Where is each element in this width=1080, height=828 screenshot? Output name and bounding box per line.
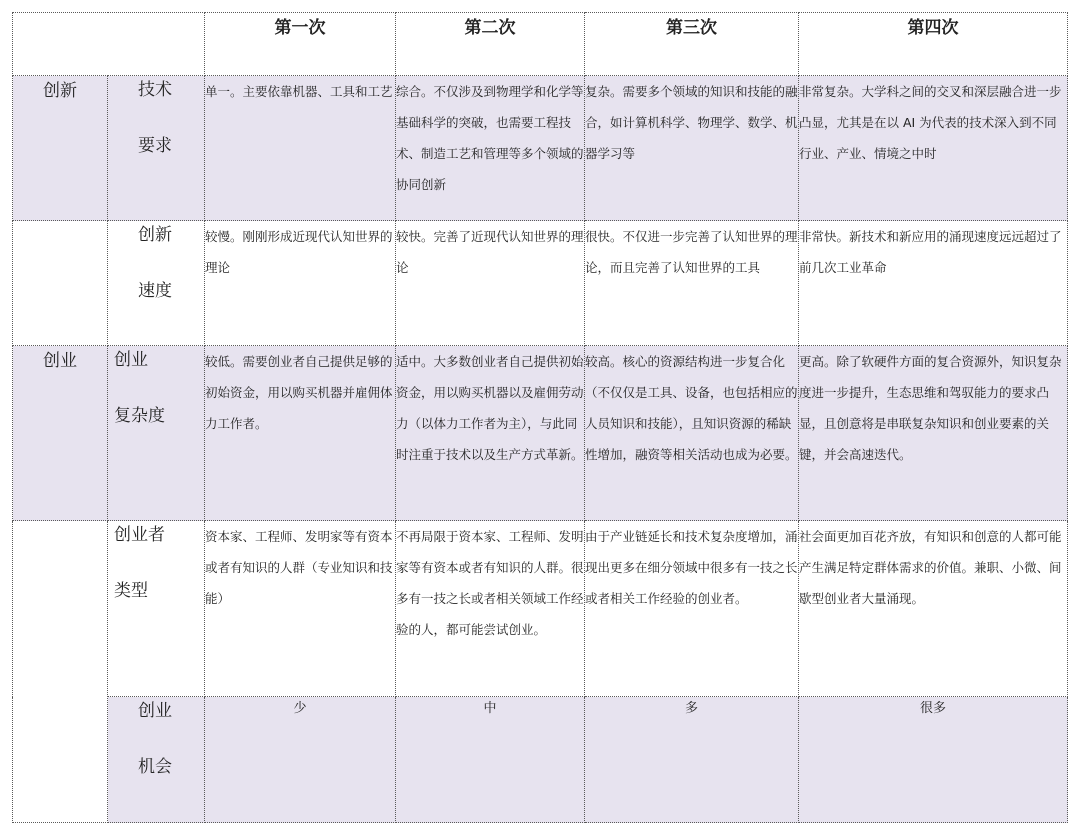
category-cell	[13, 221, 108, 346]
table-row	[13, 221, 1068, 346]
table-cell: 不再局限于资本家、工程师、发明家等有资本或者有知识的人群。很多有一技之长或者相关领域工作经验的人，都可能尝试创业。	[396, 521, 585, 697]
table-cell: 较快。完善了近现代认知世界的理论	[396, 221, 585, 346]
subcategory-line: 速度	[138, 281, 172, 301]
table-cell: 更高。除了软硬件方面的复合资源外，知识复杂度进一步提升，生态思维和驾驭能力的要求凸显，且创意将是串联复杂知识和创业要素的关键，并会高速迭代。	[799, 346, 1068, 521]
subcategory-cell	[108, 76, 205, 221]
subcategory-cell	[108, 221, 205, 346]
table-cell: 适中。大多数创业者自己提供初始资金，用以购买机器以及雇佣劳动力（以体力工作者为主），与此同时注重于技术以及生产方式革新。	[396, 346, 585, 521]
table-cell: 很快。不仅进一步完善了认知世界的理论，而且完善了认知世界的工具	[585, 221, 799, 346]
column-header: 第一次	[205, 13, 396, 76]
column-header: 第三次	[585, 13, 799, 76]
table-cell: 较慢。刚刚形成近现代认知世界的理论	[205, 221, 396, 346]
column-header: 第二次	[396, 13, 585, 76]
corner-cell	[13, 13, 205, 76]
subcategory-line: 类型	[114, 581, 148, 601]
category-cell: 创新	[13, 76, 108, 221]
category-cell: 创业	[13, 346, 108, 521]
subcategory-line: 技术	[138, 80, 172, 100]
table-cell: 较低。需要创业者自己提供足够的初始资金，用以购买机器并雇佣体力工作者。	[205, 346, 396, 521]
subcategory-line: 要求	[138, 136, 172, 156]
table-cell: 由于产业链延长和技术复杂度增加，涌现出更多在细分领域中很多有一技之长或者相关工作经验的创业者。	[585, 521, 799, 697]
table-row	[13, 76, 1068, 221]
subcategory-cell	[108, 346, 205, 521]
table-cell: 少	[205, 697, 396, 823]
subcategory-cell	[108, 521, 205, 697]
subcategory-line: 创新	[138, 225, 172, 245]
table-cell: 很多	[799, 697, 1068, 823]
table-cell: 非常快。新技术和新应用的涌现速度远远超过了前几次工业革命	[799, 221, 1068, 346]
subcategory-line: 机会	[138, 757, 172, 777]
table-row	[13, 346, 1068, 521]
table-cell: 复杂。需要多个领域的知识和技能的融合，如计算机科学、物理学、数学、机器学习等	[585, 76, 799, 221]
subcategory-line: 复杂度	[114, 406, 165, 426]
header-row	[13, 13, 1068, 76]
table-cell: 资本家、工程师、发明家等有资本或者有知识的人群（专业知识和技能）	[205, 521, 396, 697]
table-cell: 综合。不仅涉及到物理学和化学等基础科学的突破，也需要工程技术、制造工艺和管理等多个领域的协同创新	[396, 76, 585, 221]
table-cell: 非常复杂。大学科之间的交叉和深层融合进一步凸显，尤其是在以 AI 为代表的技术深入到不同行业、产业、情境之中时	[799, 76, 1068, 221]
column-header: 第四次	[799, 13, 1068, 76]
table-row	[13, 697, 1068, 823]
subcategory-cell	[108, 697, 205, 823]
table-cell: 中	[396, 697, 585, 823]
table-cell: 社会面更加百花齐放，有知识和创意的人都可能产生满足特定群体需求的价值。兼职、小微、间歇型创业者大量涌现。	[799, 521, 1068, 697]
comparison-table	[12, 12, 1068, 823]
subcategory-line: 创业者	[114, 525, 165, 545]
table-cell: 较高。核心的资源结构进一步复合化（不仅仅是工具、设备，也包括相应的人员知识和技能），且知识资源的稀缺性增加，融资等相关活动也成为必要。	[585, 346, 799, 521]
table-cell: 多	[585, 697, 799, 823]
table-cell: 单一。主要依靠机器、工具和工艺	[205, 76, 396, 221]
category-cell	[13, 521, 108, 823]
subcategory-line: 创业	[114, 350, 148, 370]
table-row	[13, 521, 1068, 697]
subcategory-line: 创业	[138, 701, 172, 721]
